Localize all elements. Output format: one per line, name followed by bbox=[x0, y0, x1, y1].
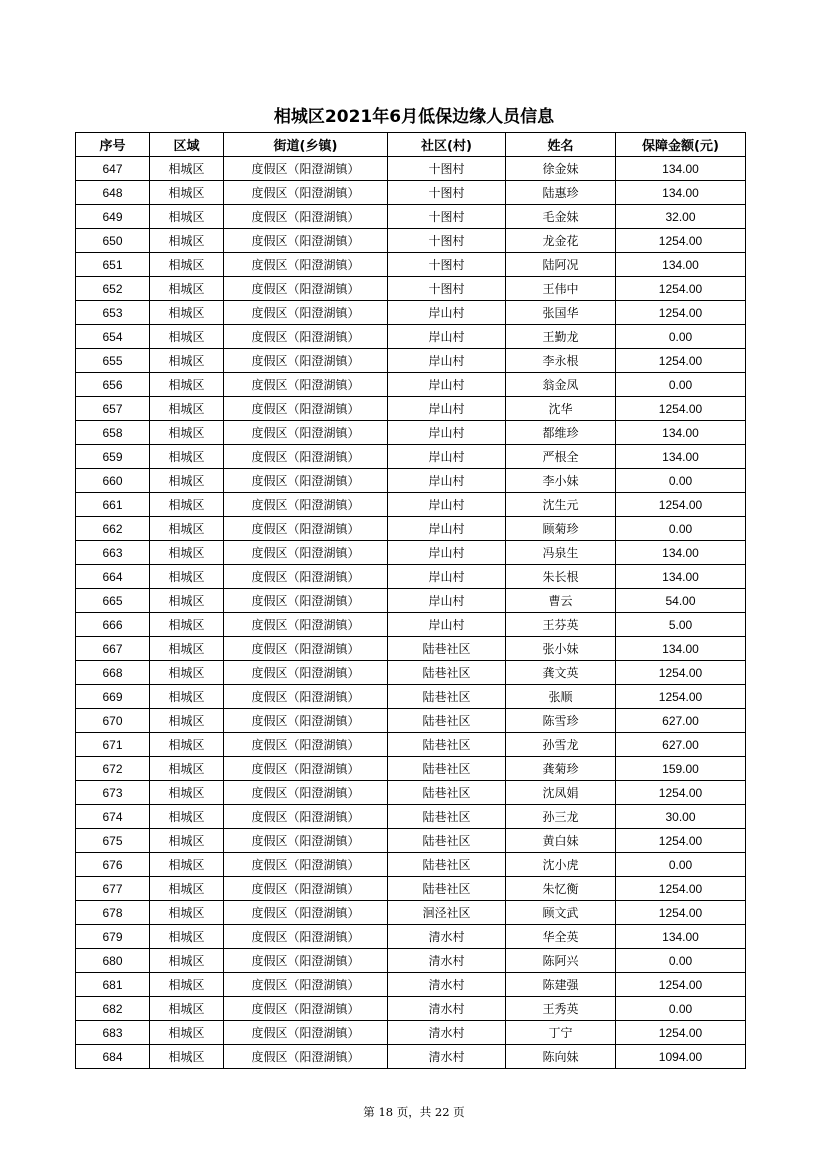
cell-amount: 1254.00 bbox=[616, 829, 746, 853]
cell-name: 陆惠珍 bbox=[506, 181, 616, 205]
cell-community: 清水村 bbox=[388, 1021, 506, 1045]
cell-name: 曹云 bbox=[506, 589, 616, 613]
cell-index: 648 bbox=[76, 181, 150, 205]
cell-district: 相城区 bbox=[150, 685, 224, 709]
cell-district: 相城区 bbox=[150, 949, 224, 973]
table-row bbox=[76, 181, 746, 205]
cell-community: 清水村 bbox=[388, 949, 506, 973]
column-header-amount: 保障金额(元) bbox=[616, 133, 746, 157]
cell-amount: 627.00 bbox=[616, 709, 746, 733]
cell-amount: 0.00 bbox=[616, 853, 746, 877]
cell-name: 张小妹 bbox=[506, 637, 616, 661]
cell-index: 650 bbox=[76, 229, 150, 253]
cell-street: 度假区（阳澄湖镇） bbox=[224, 397, 388, 421]
cell-district: 相城区 bbox=[150, 1021, 224, 1045]
cell-community: 岸山村 bbox=[388, 397, 506, 421]
cell-name: 顾菊珍 bbox=[506, 517, 616, 541]
cell-name: 沈生元 bbox=[506, 493, 616, 517]
table-row bbox=[76, 949, 746, 973]
cell-name: 翁金凤 bbox=[506, 373, 616, 397]
cell-district: 相城区 bbox=[150, 853, 224, 877]
cell-community: 十图村 bbox=[388, 205, 506, 229]
cell-street: 度假区（阳澄湖镇） bbox=[224, 757, 388, 781]
cell-street: 度假区（阳澄湖镇） bbox=[224, 517, 388, 541]
cell-index: 674 bbox=[76, 805, 150, 829]
cell-community: 清水村 bbox=[388, 925, 506, 949]
cell-district: 相城区 bbox=[150, 829, 224, 853]
table-row bbox=[76, 589, 746, 613]
cell-amount: 30.00 bbox=[616, 805, 746, 829]
cell-street: 度假区（阳澄湖镇） bbox=[224, 565, 388, 589]
table-row bbox=[76, 277, 746, 301]
cell-amount: 1254.00 bbox=[616, 973, 746, 997]
cell-index: 677 bbox=[76, 877, 150, 901]
cell-community: 陆巷社区 bbox=[388, 877, 506, 901]
table-row bbox=[76, 205, 746, 229]
cell-index: 668 bbox=[76, 661, 150, 685]
cell-district: 相城区 bbox=[150, 397, 224, 421]
cell-name: 沈小虎 bbox=[506, 853, 616, 877]
table-row bbox=[76, 637, 746, 661]
table-row bbox=[76, 253, 746, 277]
cell-index: 679 bbox=[76, 925, 150, 949]
cell-street: 度假区（阳澄湖镇） bbox=[224, 973, 388, 997]
cell-name: 王秀英 bbox=[506, 997, 616, 1021]
cell-community: 陆巷社区 bbox=[388, 853, 506, 877]
table-row bbox=[76, 757, 746, 781]
cell-amount: 1254.00 bbox=[616, 277, 746, 301]
cell-index: 684 bbox=[76, 1045, 150, 1069]
cell-index: 675 bbox=[76, 829, 150, 853]
cell-index: 652 bbox=[76, 277, 150, 301]
table-row bbox=[76, 733, 746, 757]
cell-community: 清水村 bbox=[388, 1045, 506, 1069]
cell-name: 徐金妹 bbox=[506, 157, 616, 181]
cell-street: 度假区（阳澄湖镇） bbox=[224, 205, 388, 229]
cell-community: 陆巷社区 bbox=[388, 685, 506, 709]
table-row bbox=[76, 229, 746, 253]
cell-community: 岸山村 bbox=[388, 373, 506, 397]
cell-community: 岸山村 bbox=[388, 493, 506, 517]
column-header-name: 姓名 bbox=[506, 133, 616, 157]
table-row bbox=[76, 421, 746, 445]
cell-amount: 5.00 bbox=[616, 613, 746, 637]
cell-amount: 0.00 bbox=[616, 997, 746, 1021]
cell-amount: 1254.00 bbox=[616, 397, 746, 421]
cell-street: 度假区（阳澄湖镇） bbox=[224, 181, 388, 205]
cell-district: 相城区 bbox=[150, 181, 224, 205]
table-row bbox=[76, 997, 746, 1021]
cell-name: 李小妹 bbox=[506, 469, 616, 493]
cell-amount: 134.00 bbox=[616, 181, 746, 205]
cell-district: 相城区 bbox=[150, 589, 224, 613]
cell-community: 岸山村 bbox=[388, 325, 506, 349]
cell-index: 681 bbox=[76, 973, 150, 997]
cell-district: 相城区 bbox=[150, 757, 224, 781]
cell-street: 度假区（阳澄湖镇） bbox=[224, 949, 388, 973]
table-row bbox=[76, 901, 746, 925]
cell-name: 沈华 bbox=[506, 397, 616, 421]
cell-street: 度假区（阳澄湖镇） bbox=[224, 925, 388, 949]
cell-district: 相城区 bbox=[150, 229, 224, 253]
cell-index: 664 bbox=[76, 565, 150, 589]
cell-index: 655 bbox=[76, 349, 150, 373]
cell-name: 丁宁 bbox=[506, 1021, 616, 1045]
cell-community: 陆巷社区 bbox=[388, 829, 506, 853]
cell-street: 度假区（阳澄湖镇） bbox=[224, 661, 388, 685]
cell-amount: 1254.00 bbox=[616, 685, 746, 709]
cell-index: 663 bbox=[76, 541, 150, 565]
cell-district: 相城区 bbox=[150, 637, 224, 661]
cell-district: 相城区 bbox=[150, 445, 224, 469]
table-row bbox=[76, 397, 746, 421]
cell-index: 658 bbox=[76, 421, 150, 445]
cell-name: 朱忆衡 bbox=[506, 877, 616, 901]
cell-district: 相城区 bbox=[150, 901, 224, 925]
page-title: 相城区2021年6月低保边缘人员信息 bbox=[273, 107, 555, 127]
cell-community: 岸山村 bbox=[388, 589, 506, 613]
table-row bbox=[76, 565, 746, 589]
cell-index: 672 bbox=[76, 757, 150, 781]
column-header-index: 序号 bbox=[76, 133, 150, 157]
cell-index: 676 bbox=[76, 853, 150, 877]
cell-amount: 134.00 bbox=[616, 157, 746, 181]
cell-community: 岸山村 bbox=[388, 445, 506, 469]
cell-district: 相城区 bbox=[150, 541, 224, 565]
cell-district: 相城区 bbox=[150, 781, 224, 805]
cell-street: 度假区（阳澄湖镇） bbox=[224, 469, 388, 493]
column-header-street: 街道(乡镇) bbox=[224, 133, 388, 157]
table-header bbox=[76, 133, 746, 157]
cell-street: 度假区（阳澄湖镇） bbox=[224, 157, 388, 181]
cell-district: 相城区 bbox=[150, 205, 224, 229]
cell-index: 656 bbox=[76, 373, 150, 397]
table-row bbox=[76, 301, 746, 325]
cell-amount: 134.00 bbox=[616, 421, 746, 445]
cell-amount: 134.00 bbox=[616, 925, 746, 949]
table-row bbox=[76, 1045, 746, 1069]
table-row bbox=[76, 349, 746, 373]
table-row bbox=[76, 805, 746, 829]
cell-index: 649 bbox=[76, 205, 150, 229]
cell-name: 王芬英 bbox=[506, 613, 616, 637]
cell-community: 陆巷社区 bbox=[388, 661, 506, 685]
cell-amount: 134.00 bbox=[616, 637, 746, 661]
cell-district: 相城区 bbox=[150, 709, 224, 733]
cell-amount: 134.00 bbox=[616, 541, 746, 565]
cell-amount: 0.00 bbox=[616, 325, 746, 349]
cell-index: 669 bbox=[76, 685, 150, 709]
cell-amount: 159.00 bbox=[616, 757, 746, 781]
cell-street: 度假区（阳澄湖镇） bbox=[224, 493, 388, 517]
cell-community: 十图村 bbox=[388, 157, 506, 181]
cell-community: 陆巷社区 bbox=[388, 805, 506, 829]
table-row bbox=[76, 493, 746, 517]
cell-index: 667 bbox=[76, 637, 150, 661]
cell-name: 严根全 bbox=[506, 445, 616, 469]
cell-district: 相城区 bbox=[150, 733, 224, 757]
table-body bbox=[76, 157, 746, 1069]
cell-street: 度假区（阳澄湖镇） bbox=[224, 277, 388, 301]
table-row bbox=[76, 469, 746, 493]
cell-community: 陆巷社区 bbox=[388, 637, 506, 661]
cell-street: 度假区（阳澄湖镇） bbox=[224, 613, 388, 637]
cell-district: 相城区 bbox=[150, 301, 224, 325]
cell-community: 清水村 bbox=[388, 973, 506, 997]
cell-index: 683 bbox=[76, 1021, 150, 1045]
cell-name: 龚菊珍 bbox=[506, 757, 616, 781]
cell-community: 洄泾社区 bbox=[388, 901, 506, 925]
cell-name: 龚文英 bbox=[506, 661, 616, 685]
cell-name: 冯泉生 bbox=[506, 541, 616, 565]
cell-district: 相城区 bbox=[150, 325, 224, 349]
cell-community: 岸山村 bbox=[388, 421, 506, 445]
cell-community: 陆巷社区 bbox=[388, 781, 506, 805]
cell-amount: 1254.00 bbox=[616, 877, 746, 901]
cell-index: 678 bbox=[76, 901, 150, 925]
cell-district: 相城区 bbox=[150, 805, 224, 829]
cell-name: 陈向妹 bbox=[506, 1045, 616, 1069]
cell-name: 张顺 bbox=[506, 685, 616, 709]
cell-street: 度假区（阳澄湖镇） bbox=[224, 445, 388, 469]
table-row bbox=[76, 709, 746, 733]
cell-community: 清水村 bbox=[388, 997, 506, 1021]
low-income-table bbox=[75, 132, 746, 1069]
table-row bbox=[76, 685, 746, 709]
cell-district: 相城区 bbox=[150, 253, 224, 277]
cell-district: 相城区 bbox=[150, 373, 224, 397]
cell-street: 度假区（阳澄湖镇） bbox=[224, 829, 388, 853]
cell-street: 度假区（阳澄湖镇） bbox=[224, 373, 388, 397]
table-row bbox=[76, 1021, 746, 1045]
cell-index: 657 bbox=[76, 397, 150, 421]
cell-index: 659 bbox=[76, 445, 150, 469]
cell-street: 度假区（阳澄湖镇） bbox=[224, 997, 388, 1021]
cell-index: 665 bbox=[76, 589, 150, 613]
cell-community: 岸山村 bbox=[388, 301, 506, 325]
cell-name: 王勤龙 bbox=[506, 325, 616, 349]
cell-community: 岸山村 bbox=[388, 565, 506, 589]
cell-index: 660 bbox=[76, 469, 150, 493]
cell-community: 十图村 bbox=[388, 181, 506, 205]
cell-community: 十图村 bbox=[388, 229, 506, 253]
cell-index: 666 bbox=[76, 613, 150, 637]
cell-amount: 0.00 bbox=[616, 373, 746, 397]
cell-name: 华全英 bbox=[506, 925, 616, 949]
cell-name: 沈凤娟 bbox=[506, 781, 616, 805]
cell-name: 毛金妹 bbox=[506, 205, 616, 229]
cell-amount: 1254.00 bbox=[616, 229, 746, 253]
cell-street: 度假区（阳澄湖镇） bbox=[224, 709, 388, 733]
cell-name: 孙三龙 bbox=[506, 805, 616, 829]
cell-street: 度假区（阳澄湖镇） bbox=[224, 349, 388, 373]
cell-name: 陈建强 bbox=[506, 973, 616, 997]
table-row bbox=[76, 541, 746, 565]
cell-amount: 134.00 bbox=[616, 565, 746, 589]
cell-name: 陈阿兴 bbox=[506, 949, 616, 973]
cell-district: 相城区 bbox=[150, 661, 224, 685]
cell-amount: 1094.00 bbox=[616, 1045, 746, 1069]
cell-name: 都维珍 bbox=[506, 421, 616, 445]
cell-amount: 1254.00 bbox=[616, 493, 746, 517]
cell-street: 度假区（阳澄湖镇） bbox=[224, 421, 388, 445]
cell-amount: 32.00 bbox=[616, 205, 746, 229]
cell-name: 陈雪珍 bbox=[506, 709, 616, 733]
cell-community: 陆巷社区 bbox=[388, 733, 506, 757]
cell-index: 662 bbox=[76, 517, 150, 541]
column-header-district: 区域 bbox=[150, 133, 224, 157]
cell-amount: 54.00 bbox=[616, 589, 746, 613]
cell-street: 度假区（阳澄湖镇） bbox=[224, 1021, 388, 1045]
cell-district: 相城区 bbox=[150, 565, 224, 589]
cell-district: 相城区 bbox=[150, 277, 224, 301]
cell-community: 岸山村 bbox=[388, 349, 506, 373]
table-row bbox=[76, 853, 746, 877]
cell-index: 680 bbox=[76, 949, 150, 973]
cell-name: 朱长根 bbox=[506, 565, 616, 589]
table-row bbox=[76, 781, 746, 805]
page-footer: 第 18 页，共 22 页 bbox=[363, 1105, 465, 1119]
cell-street: 度假区（阳澄湖镇） bbox=[224, 253, 388, 277]
cell-index: 670 bbox=[76, 709, 150, 733]
cell-amount: 1254.00 bbox=[616, 901, 746, 925]
cell-street: 度假区（阳澄湖镇） bbox=[224, 637, 388, 661]
cell-street: 度假区（阳澄湖镇） bbox=[224, 877, 388, 901]
cell-street: 度假区（阳澄湖镇） bbox=[224, 733, 388, 757]
cell-community: 陆巷社区 bbox=[388, 709, 506, 733]
cell-district: 相城区 bbox=[150, 877, 224, 901]
cell-community: 十图村 bbox=[388, 253, 506, 277]
cell-street: 度假区（阳澄湖镇） bbox=[224, 589, 388, 613]
cell-amount: 0.00 bbox=[616, 949, 746, 973]
cell-amount: 1254.00 bbox=[616, 781, 746, 805]
table-row bbox=[76, 157, 746, 181]
cell-amount: 1254.00 bbox=[616, 349, 746, 373]
table-row bbox=[76, 373, 746, 397]
cell-street: 度假区（阳澄湖镇） bbox=[224, 685, 388, 709]
table-row bbox=[76, 445, 746, 469]
cell-amount: 0.00 bbox=[616, 517, 746, 541]
cell-district: 相城区 bbox=[150, 469, 224, 493]
cell-street: 度假区（阳澄湖镇） bbox=[224, 1045, 388, 1069]
cell-district: 相城区 bbox=[150, 349, 224, 373]
cell-index: 673 bbox=[76, 781, 150, 805]
cell-district: 相城区 bbox=[150, 1045, 224, 1069]
cell-amount: 1254.00 bbox=[616, 661, 746, 685]
table-row bbox=[76, 325, 746, 349]
cell-community: 陆巷社区 bbox=[388, 757, 506, 781]
cell-index: 653 bbox=[76, 301, 150, 325]
cell-district: 相城区 bbox=[150, 493, 224, 517]
cell-community: 岸山村 bbox=[388, 469, 506, 493]
table-row bbox=[76, 613, 746, 637]
cell-street: 度假区（阳澄湖镇） bbox=[224, 301, 388, 325]
cell-district: 相城区 bbox=[150, 157, 224, 181]
cell-street: 度假区（阳澄湖镇） bbox=[224, 901, 388, 925]
cell-index: 661 bbox=[76, 493, 150, 517]
cell-district: 相城区 bbox=[150, 421, 224, 445]
cell-community: 十图村 bbox=[388, 277, 506, 301]
cell-district: 相城区 bbox=[150, 925, 224, 949]
cell-index: 647 bbox=[76, 157, 150, 181]
cell-name: 龙金花 bbox=[506, 229, 616, 253]
cell-street: 度假区（阳澄湖镇） bbox=[224, 781, 388, 805]
cell-district: 相城区 bbox=[150, 613, 224, 637]
cell-amount: 134.00 bbox=[616, 253, 746, 277]
cell-index: 682 bbox=[76, 997, 150, 1021]
table-row bbox=[76, 973, 746, 997]
table-row bbox=[76, 829, 746, 853]
cell-index: 671 bbox=[76, 733, 150, 757]
cell-street: 度假区（阳澄湖镇） bbox=[224, 325, 388, 349]
table-row bbox=[76, 661, 746, 685]
cell-street: 度假区（阳澄湖镇） bbox=[224, 853, 388, 877]
column-header-community: 社区(村) bbox=[388, 133, 506, 157]
cell-district: 相城区 bbox=[150, 997, 224, 1021]
cell-amount: 0.00 bbox=[616, 469, 746, 493]
cell-name: 孙雪龙 bbox=[506, 733, 616, 757]
table-row bbox=[76, 925, 746, 949]
header-row bbox=[76, 133, 746, 157]
cell-amount: 1254.00 bbox=[616, 1021, 746, 1045]
cell-index: 654 bbox=[76, 325, 150, 349]
cell-street: 度假区（阳澄湖镇） bbox=[224, 541, 388, 565]
cell-community: 岸山村 bbox=[388, 613, 506, 637]
table-row bbox=[76, 517, 746, 541]
cell-district: 相城区 bbox=[150, 973, 224, 997]
cell-amount: 134.00 bbox=[616, 445, 746, 469]
cell-name: 黄白妹 bbox=[506, 829, 616, 853]
cell-name: 顾文武 bbox=[506, 901, 616, 925]
cell-name: 陆阿况 bbox=[506, 253, 616, 277]
cell-amount: 1254.00 bbox=[616, 301, 746, 325]
cell-street: 度假区（阳澄湖镇） bbox=[224, 229, 388, 253]
cell-amount: 627.00 bbox=[616, 733, 746, 757]
cell-name: 李永根 bbox=[506, 349, 616, 373]
cell-community: 岸山村 bbox=[388, 541, 506, 565]
cell-index: 651 bbox=[76, 253, 150, 277]
cell-street: 度假区（阳澄湖镇） bbox=[224, 805, 388, 829]
cell-name: 张国华 bbox=[506, 301, 616, 325]
table-row bbox=[76, 877, 746, 901]
cell-district: 相城区 bbox=[150, 517, 224, 541]
cell-community: 岸山村 bbox=[388, 517, 506, 541]
cell-name: 王伟中 bbox=[506, 277, 616, 301]
